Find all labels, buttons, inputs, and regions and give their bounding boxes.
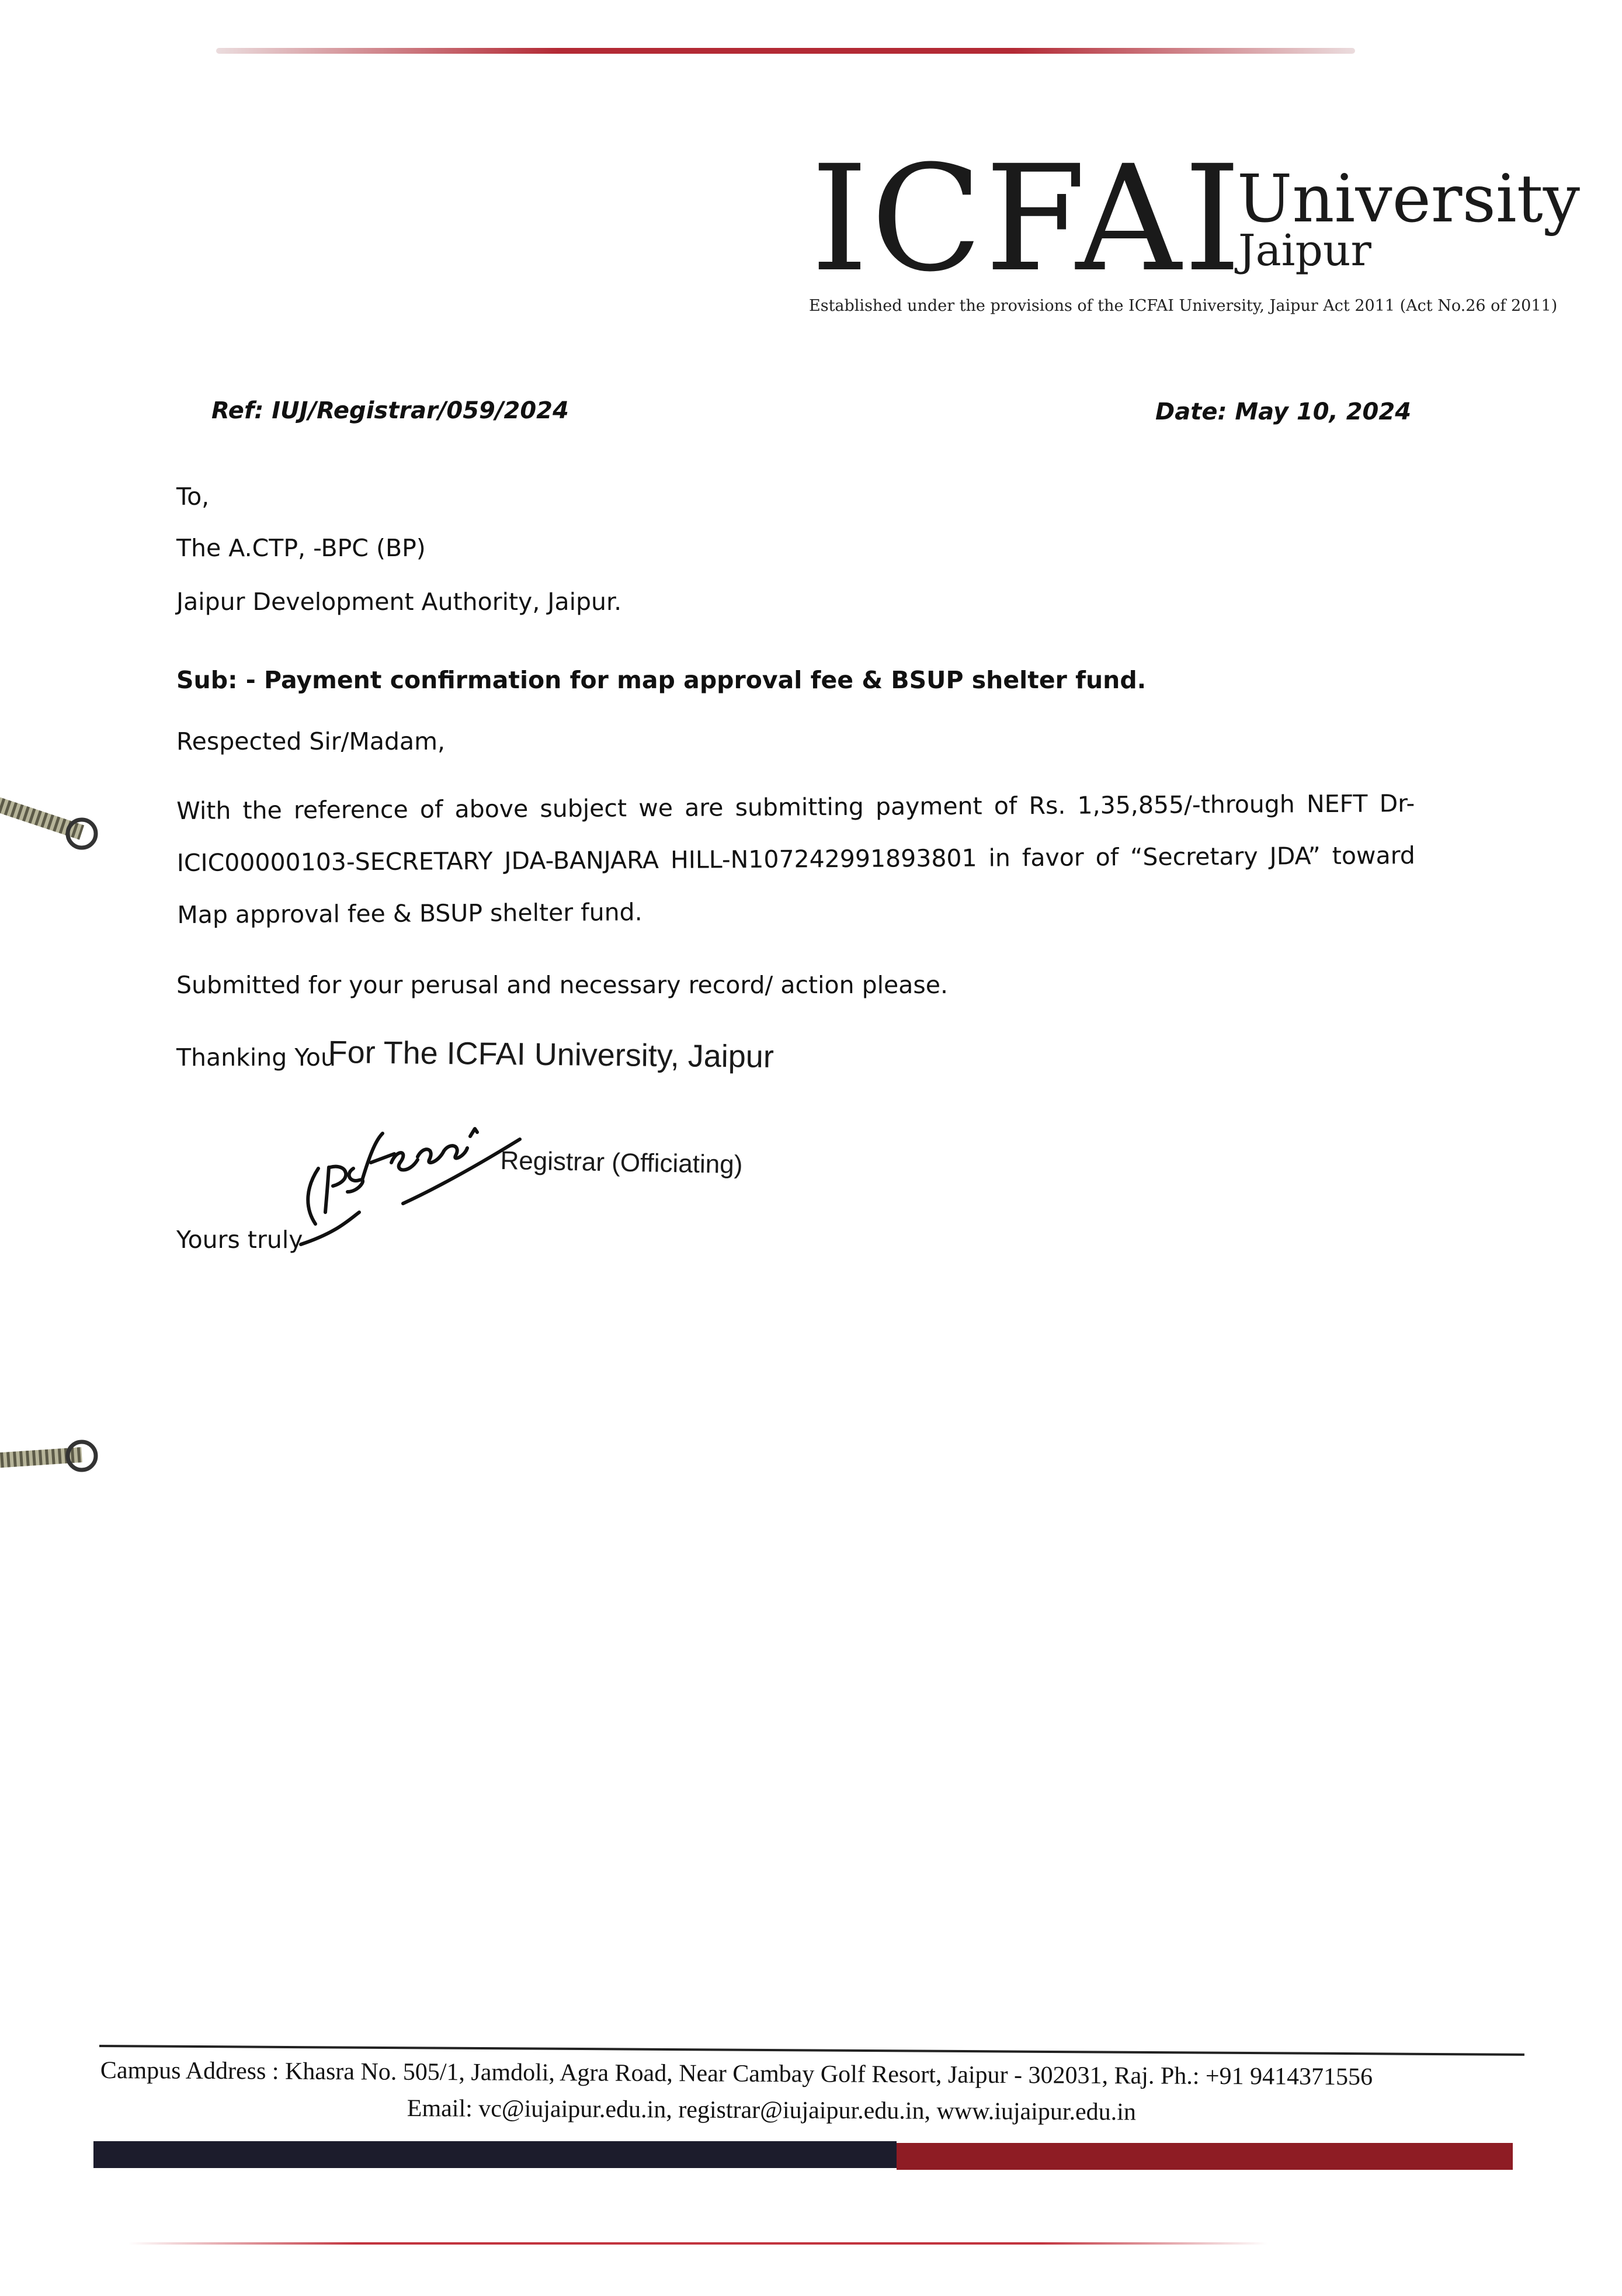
footer-bar-red xyxy=(897,2143,1513,2170)
salutation: Respected Sir/Madam, xyxy=(176,727,446,755)
body-paragraph: With the reference of above subject we are submitting payment of Rs. 1,35,855/-through NEFT Dr-ICIC00000103-SECRETARY JDA-BANJARA HILL-N107242991893801 in favor of “Secretary JDA” toward Map approval fee & BSUP shelter fund. xyxy=(176,789,1415,929)
binder-spring-bottom xyxy=(0,1431,111,1484)
footer-rule xyxy=(99,2045,1524,2056)
letter-date: Date: May 10, 2024 xyxy=(1155,398,1412,425)
establishment-line: Established under the provisions of the ICFAI University, Jaipur Act 2011 (Act No.26 of 2011) xyxy=(809,297,1558,315)
handwritten-signature xyxy=(289,1098,558,1274)
stamp-organization: For The ICFAI University, Jaipur xyxy=(328,1035,774,1074)
logo-icfai: ICFAI xyxy=(811,134,1244,304)
binder-spring-top xyxy=(0,797,111,850)
bottom-red-rule xyxy=(128,2242,1267,2245)
yours-truly: Yours truly xyxy=(176,1226,303,1254)
footer-contact: Email: vc@iujaipur.edu.in, registrar@iujaipur.edu.in, www.iujaipur.edu.in xyxy=(407,2095,1137,2126)
reference-number: Ref: IUJ/Registrar/059/2024 xyxy=(211,397,569,424)
addressee-to: To, xyxy=(176,483,210,511)
subject-line: Sub: - Payment confirmation for map approval fee & BSUP shelter fund. xyxy=(176,666,1147,694)
stamp-title: Registrar (Officiating) xyxy=(500,1146,743,1180)
thanking-you: Thanking You xyxy=(176,1043,336,1071)
closing-request: Submitted for your perusal and necessary record/ action please. xyxy=(176,971,949,999)
logo-city: Jaipur xyxy=(1238,226,1371,276)
top-red-rule xyxy=(216,48,1355,54)
footer-bar-dark xyxy=(93,2141,897,2168)
logo-university: University xyxy=(1237,161,1581,237)
addressee-line-2: Jaipur Development Authority, Jaipur. xyxy=(176,588,622,616)
addressee-line-1: The A.CTP, -BPC (BP) xyxy=(176,534,426,562)
footer-address: Campus Address : Khasra No. 505/1, Jamdoli, Agra Road, Near Cambay Golf Resort, Jaipur - 302031, Raj. Ph.: +91 9414371556 xyxy=(100,2057,1373,2091)
